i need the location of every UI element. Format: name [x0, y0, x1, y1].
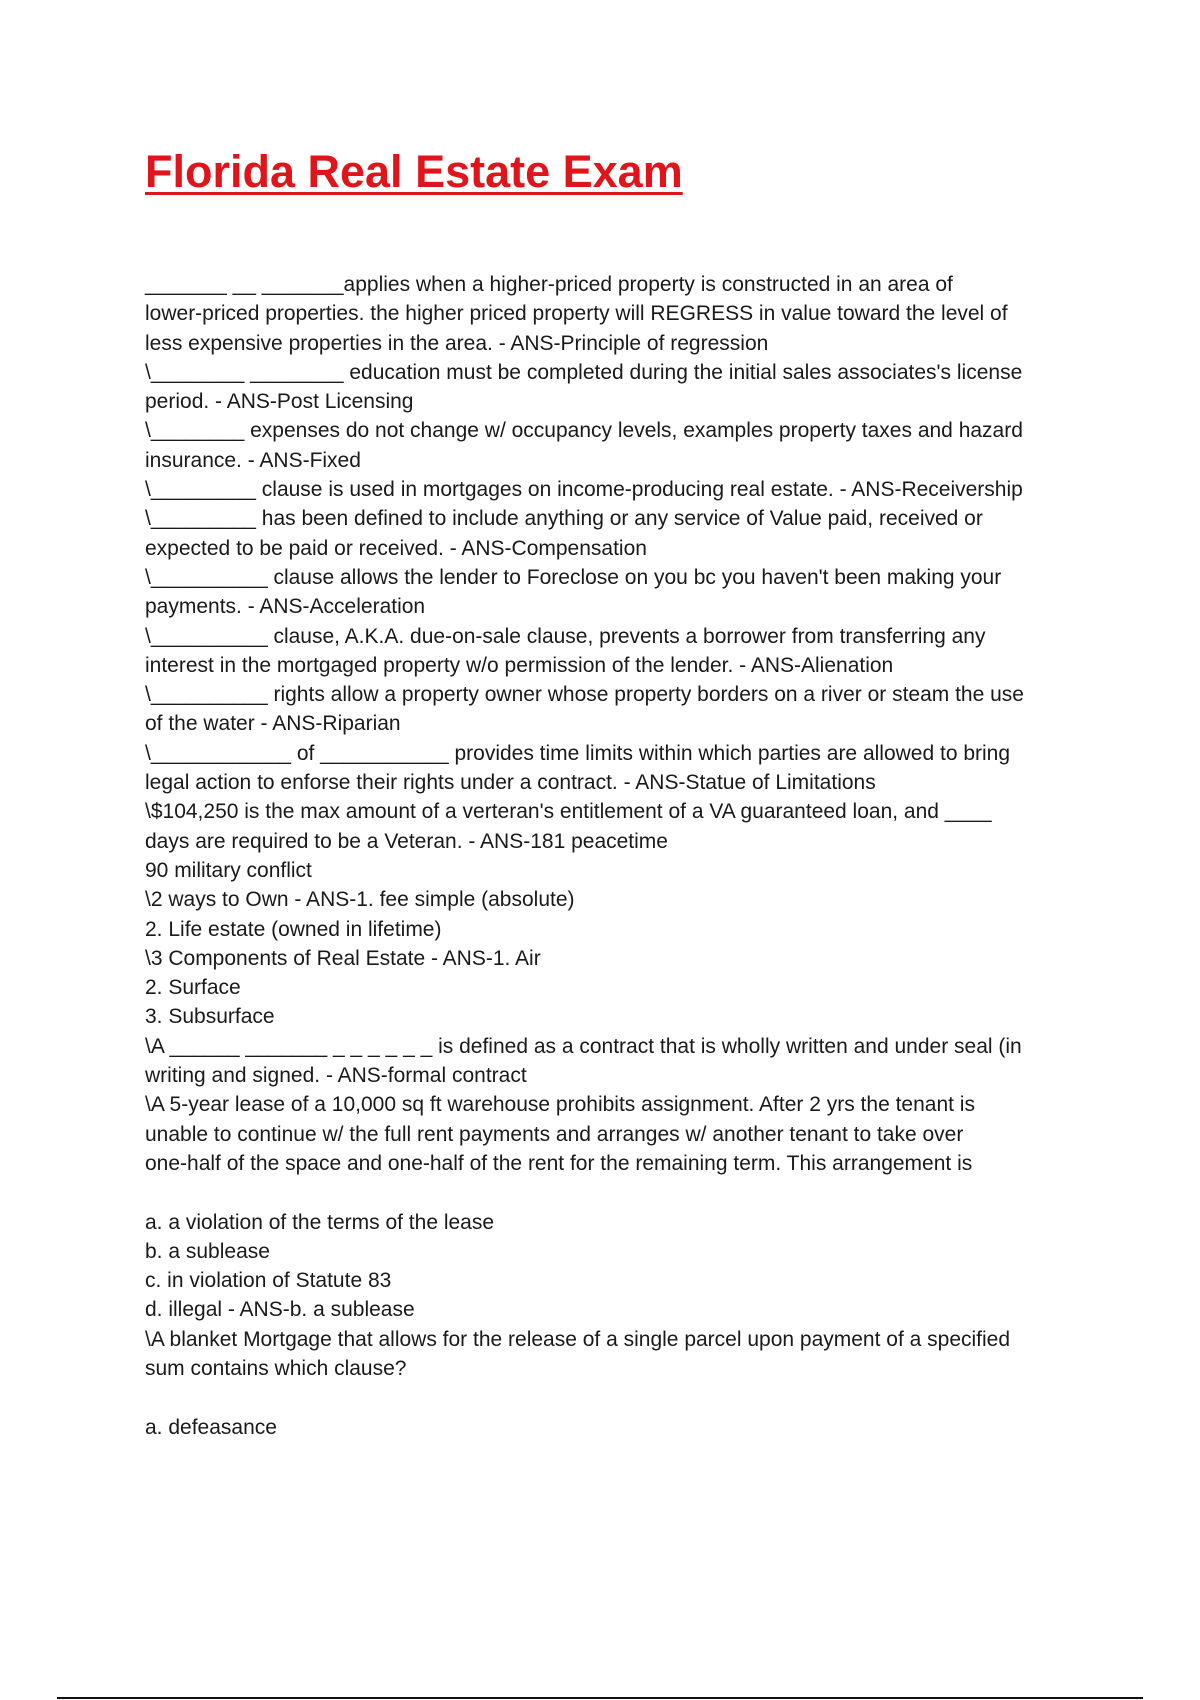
- text-line: less expensive properties in the area. - ANS-Principle of regression: [145, 331, 769, 355]
- document-body: [145, 270, 1085, 1442]
- text-line: sum contains which clause?: [145, 1356, 407, 1380]
- text-line: d. illegal - ANS-b. a sublease: [145, 1298, 415, 1322]
- text-line: \__________ clause, A.K.A. due-on-sale clause, prevents a borrower from transferring any: [145, 624, 986, 648]
- text-line: 90 military conflict: [145, 858, 312, 882]
- text-line: \____________ of ___________ provides time limits within which parties are allowed to bring: [145, 741, 1011, 765]
- text-line: \A ______ _______ _ _ _ _ _ _ is defined as a contract that is wholly written and under seal (in: [145, 1034, 1022, 1058]
- text-line: \__________ clause allows the lender to Foreclose on you bc you haven't been making your: [145, 565, 1002, 589]
- text-line: c. in violation of Statute 83: [145, 1269, 392, 1293]
- text-line: unable to continue w/ the full rent payments and arranges w/ another tenant to take over: [145, 1122, 964, 1146]
- text-line: of the water - ANS-Riparian: [145, 712, 401, 736]
- blank-line: [145, 1178, 1085, 1207]
- text-line: \__________ rights allow a property owner whose property borders on a river or steam the use: [145, 683, 1024, 707]
- document-title: Florida Real Estate Exam: [145, 146, 683, 197]
- text-line: writing and signed. - ANS-formal contract: [145, 1064, 527, 1088]
- text-line: \________ expenses do not change w/ occupancy levels, examples property taxes and hazard: [145, 419, 1023, 443]
- page-bottom-rule: [57, 1697, 1143, 1699]
- text-line: 3. Subsurface: [145, 1005, 275, 1029]
- text-line: \2 ways to Own - ANS-1. fee simple (absolute): [145, 888, 575, 912]
- text-line: \$104,250 is the max amount of a verteran's entitlement of a VA guaranteed loan, and ____: [145, 800, 992, 824]
- text-line: \_________ clause is used in mortgages on income-producing real estate. - ANS-Receivership: [145, 478, 1023, 502]
- text-line: lower-priced properties. the higher priced property will REGRESS in value toward the level of: [145, 302, 1008, 326]
- text-line: a. a violation of the terms of the lease: [145, 1210, 495, 1234]
- text-line: legal action to enforse their rights under a contract. - ANS-Statue of Limitations: [145, 771, 876, 795]
- text-line: \3 Components of Real Estate - ANS-1. Air: [145, 946, 541, 970]
- text-line: insurance. - ANS-Fixed: [145, 448, 361, 472]
- text-line: 2. Life estate (owned in lifetime): [145, 917, 442, 941]
- text-line: 2. Surface: [145, 976, 241, 1000]
- text-line: b. a sublease: [145, 1239, 270, 1263]
- text-line: \A blanket Mortgage that allows for the release of a single parcel upon payment of a specified: [145, 1327, 1011, 1351]
- text-line: expected to be paid or received. - ANS-Compensation: [145, 536, 647, 560]
- text-line: interest in the mortgaged property w/o permission of the lender. - ANS-Alienation: [145, 653, 894, 677]
- text-line: \_________ has been defined to include anything or any service of Value paid, received or: [145, 507, 983, 531]
- text-line: payments. - ANS-Acceleration: [145, 595, 426, 619]
- text-line: period. - ANS-Post Licensing: [145, 390, 414, 414]
- text-line: days are required to be a Veteran. - ANS-181 peacetime: [145, 829, 668, 853]
- text-line: one-half of the space and one-half of the rent for the remaining term. This arrangement is: [145, 1151, 973, 1175]
- text-line: \________ ________ education must be completed during the initial sales associates's license: [145, 360, 1023, 384]
- text-line: _______ __ _______applies when a higher-priced property is constructed in an area of: [145, 273, 953, 296]
- blank-line: [145, 1383, 1085, 1412]
- text-line: \A 5-year lease of a 10,000 sq ft warehouse prohibits assignment. After 2 yrs the tenant is: [145, 1093, 975, 1117]
- text-line: a. defeasance: [145, 1415, 277, 1439]
